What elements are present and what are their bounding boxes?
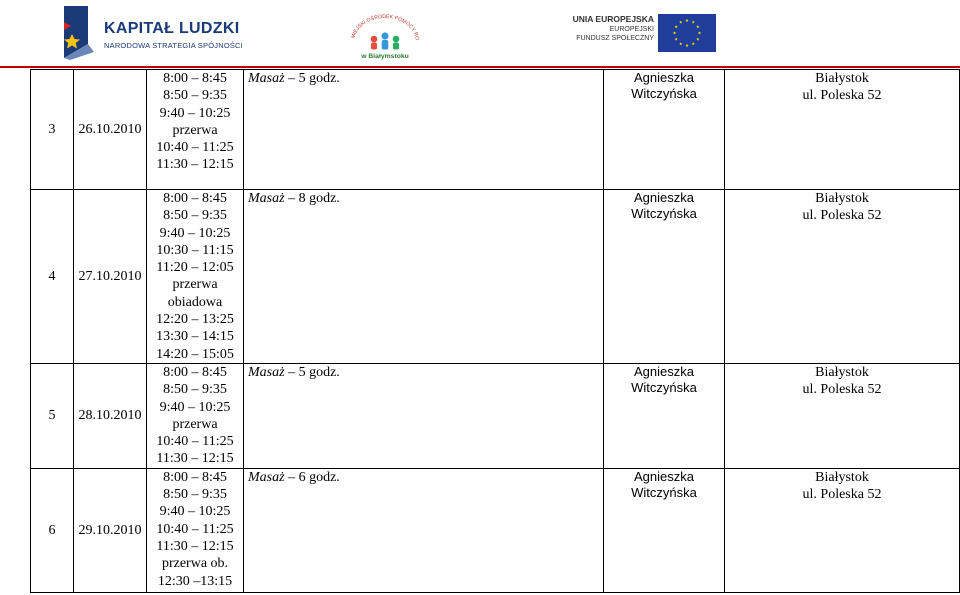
time-slot: 10:30 – 11:15	[156, 242, 234, 258]
subject-hours: – 6 godz.	[288, 469, 340, 485]
time-slot: obiadowa	[167, 294, 223, 310]
time-slot: 12:20 – 13:25	[156, 312, 234, 328]
header-divider	[0, 66, 960, 68]
subject-hours: – 8 godz.	[288, 191, 340, 206]
schedule-row	[31, 190, 960, 364]
row-number: 3	[48, 121, 56, 137]
subject-name: Masaż	[248, 71, 285, 86]
instructor-cell	[604, 468, 725, 592]
schedule-row	[31, 468, 960, 592]
instructor-last-name: Witczyńska	[631, 206, 697, 221]
kapital-ludzki-subtitle: NARODOWA STRATEGIA SPÓJNOŚCI	[104, 41, 243, 50]
row-number-cell	[31, 70, 74, 190]
instructor-cell	[604, 70, 725, 190]
time-slot: 9:40 – 10:25	[159, 399, 231, 415]
time-slot: 8:00 – 8:45	[163, 469, 227, 485]
time-slot: 8:00 – 8:45	[163, 71, 227, 86]
eu-line3: FUNDUSZ SPOŁECZNY	[576, 35, 654, 42]
location-street: ul. Poleska 52	[802, 88, 882, 104]
eu-line2: EUROPEJSKI	[609, 26, 654, 33]
class-date: 29.10.2010	[78, 522, 142, 538]
time-cell	[147, 363, 244, 468]
instructor-last-name: Witczyńska	[631, 484, 697, 500]
class-date: 27.10.2010	[78, 268, 142, 284]
kapital-ludzki-title: KAPITAŁ LUDZKI	[104, 20, 240, 37]
date-cell	[74, 363, 147, 468]
instructor-last-name: Witczyńska	[631, 86, 697, 101]
subject-name: Masaż	[248, 191, 285, 206]
location-cell	[725, 190, 960, 364]
kapital-ludzki-logo	[58, 4, 248, 62]
time-slot: 8:50 – 9:35	[163, 208, 227, 224]
instructor-first-name: Agnieszka	[634, 70, 694, 85]
kapital-ludzki-mark-icon	[58, 4, 96, 60]
row-number: 4	[48, 268, 56, 284]
instructor-cell	[604, 363, 725, 468]
location-cell	[725, 363, 960, 468]
time-slot: 11:30 – 12:15	[156, 451, 234, 467]
location-cell	[725, 468, 960, 592]
instructor-last-name: Witczyńska	[631, 379, 697, 395]
time-slot: przerwa	[172, 277, 218, 293]
location-city: Białystok	[815, 191, 869, 206]
row-number-cell	[31, 468, 74, 592]
class-date: 28.10.2010	[78, 408, 142, 424]
eu-line1: UNIA EUROPEJSKA	[572, 14, 654, 24]
time-slot: 9:40 – 10:25	[159, 225, 231, 241]
location-city: Białystok	[815, 71, 869, 86]
mopr-emblem-icon	[340, 6, 430, 62]
subject-cell	[244, 70, 604, 190]
time-slot: 8:00 – 8:45	[163, 191, 227, 206]
time-cell	[147, 468, 244, 592]
location-street: ul. Poleska 52	[802, 382, 882, 398]
time-slot: 9:40 – 10:25	[159, 504, 231, 520]
instructor-first-name: Agnieszka	[634, 190, 694, 205]
time-slot: 13:30 – 14:15	[156, 329, 234, 345]
subject-name: Masaż	[248, 469, 285, 485]
time-slot: 10:40 – 11:25	[156, 521, 234, 537]
subject-cell	[244, 468, 604, 592]
time-slot: przerwa	[172, 122, 218, 138]
date-cell	[74, 468, 147, 592]
eu-logo	[556, 10, 716, 56]
location-city: Białystok	[815, 469, 869, 485]
location-city: Białystok	[815, 364, 869, 380]
time-slot: 11:30 – 12:15	[156, 157, 234, 173]
subject-name: Masaż	[248, 364, 285, 380]
time-slot: 8:50 – 9:35	[163, 487, 227, 503]
row-number: 6	[48, 522, 56, 538]
instructor-cell	[604, 190, 725, 364]
mopr-logo	[340, 6, 430, 62]
time-slot: 10:40 – 11:25	[156, 434, 234, 450]
location-street: ul. Poleska 52	[802, 487, 882, 503]
time-cell	[147, 70, 244, 190]
schedule-table	[30, 69, 960, 593]
row-number-cell	[31, 363, 74, 468]
time-slot: 10:40 – 11:25	[156, 140, 234, 156]
schedule-row	[31, 363, 960, 468]
page-header	[0, 0, 960, 66]
time-slot: 12:30 –13:15	[157, 573, 233, 589]
time-slot: 14:20 – 15:05	[156, 346, 234, 362]
time-cell	[147, 190, 244, 364]
time-slot: przerwa	[172, 416, 218, 432]
eu-flag-icon	[658, 14, 716, 52]
row-number-cell	[31, 190, 74, 364]
subject-cell	[244, 190, 604, 364]
class-date: 26.10.2010	[78, 121, 142, 137]
svg-text:MIEJSKI OŚRODEK POMOCY RODZINI	[340, 6, 420, 41]
subject-hours: – 5 godz.	[288, 71, 340, 86]
time-slot: 9:40 – 10:25	[159, 105, 231, 121]
time-slot: 8:50 – 9:35	[163, 382, 227, 398]
time-slot: 8:00 – 8:45	[163, 364, 227, 380]
row-number: 5	[48, 408, 56, 424]
time-slot: przerwa ob.	[161, 556, 229, 572]
mopr-sub-text: w Białymstoku	[361, 53, 409, 60]
subject-hours: – 5 godz.	[288, 364, 340, 380]
schedule-row	[31, 70, 960, 190]
time-slot: 8:50 – 9:35	[163, 88, 227, 104]
mopr-ring-text: MIEJSKI OŚRODEK POMOCY RO	[350, 13, 420, 41]
location-cell	[725, 70, 960, 190]
time-slot: 11:20 – 12:05	[156, 260, 234, 276]
date-cell	[74, 190, 147, 364]
date-cell	[74, 70, 147, 190]
instructor-first-name: Agnieszka	[634, 468, 694, 484]
subject-cell	[244, 363, 604, 468]
time-slot: 11:30 – 12:15	[156, 538, 234, 554]
location-street: ul. Poleska 52	[802, 208, 882, 224]
eu-text	[573, 14, 654, 43]
instructor-first-name: Agnieszka	[634, 363, 694, 379]
